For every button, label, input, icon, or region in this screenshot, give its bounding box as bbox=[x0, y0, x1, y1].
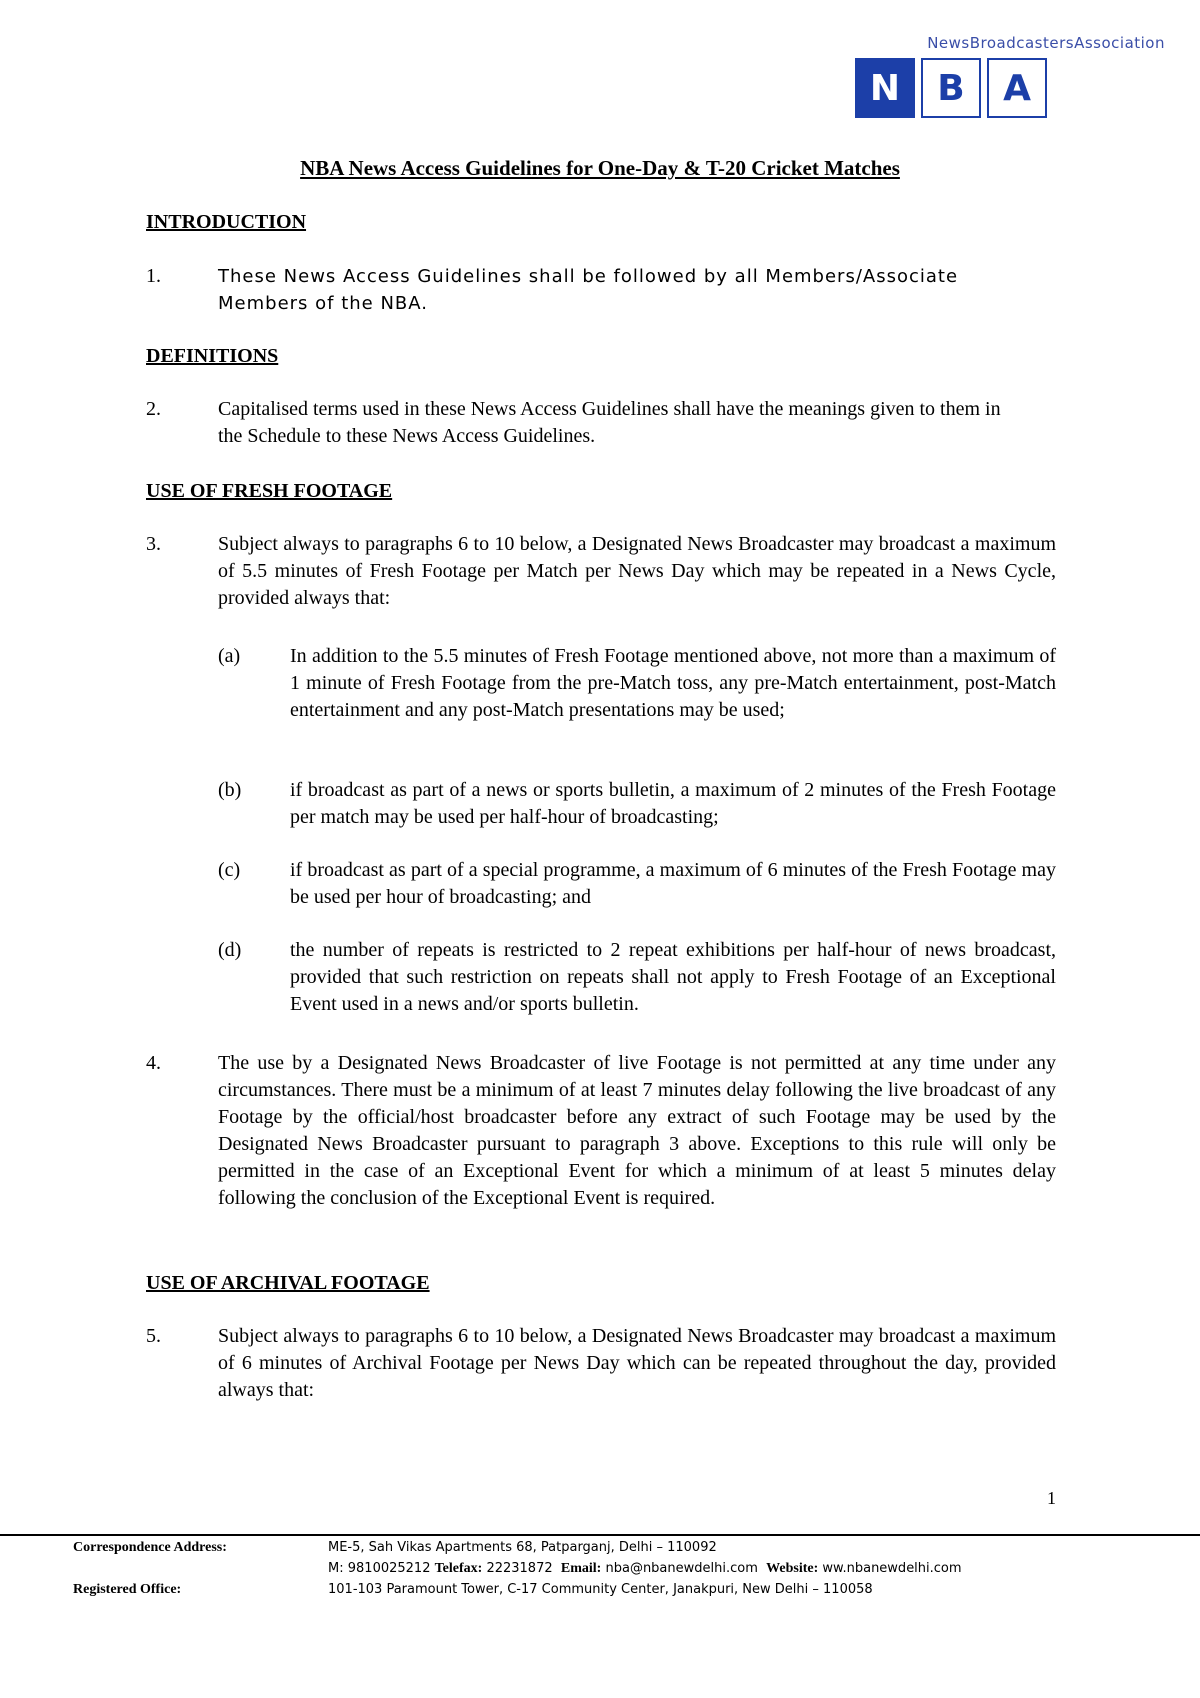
item-label-c: (c) bbox=[218, 859, 241, 881]
logo-letter-boxes bbox=[855, 58, 1047, 118]
item-text-a: In addition to the 5.5 minutes of Fresh Footage mentioned above, not more than a maximum of 1 minute of Fresh Footage from the pre-Match toss, any pre-Match entertainment, post-Match entertainment and any post-Match presentations may be used; bbox=[290, 645, 1056, 721]
item-label-d: (d) bbox=[218, 939, 242, 961]
item-label-a: (a) bbox=[218, 645, 241, 667]
item-label-b: (b) bbox=[218, 779, 242, 801]
email-value[interactable]: nba@nbanewdelhi.com bbox=[605, 1561, 758, 1576]
telefax-value: 22231872 bbox=[486, 1561, 553, 1576]
paragraph-number-5: 5. bbox=[146, 1325, 161, 1347]
logo-association-text: NewsBroadcastersAssociation bbox=[927, 34, 1165, 52]
registered-label: Registered Office: bbox=[73, 1582, 182, 1597]
footer-divider bbox=[0, 1534, 1200, 1536]
website-value[interactable]: ww.nbanewdelhi.com bbox=[822, 1561, 962, 1576]
correspondence-address: ME-5, Sah Vikas Apartments 68, Patparganj, Delhi – 110092 bbox=[328, 1540, 717, 1555]
paragraph-5: Subject always to paragraphs 6 to 10 below, a Designated News Broadcaster may broadcast a maximum of 6 minutes of Archival Footage per News Day which can be repeated throughout the day, provided always that: bbox=[218, 1325, 1056, 1401]
logo-letter-n: N bbox=[855, 58, 915, 118]
paragraph-number-1: 1. bbox=[146, 265, 161, 287]
paragraph-number-4: 4. bbox=[146, 1052, 161, 1074]
nba-logo bbox=[855, 34, 1165, 124]
correspondence-label: Correspondence Address: bbox=[73, 1540, 227, 1555]
paragraph-number-2: 2. bbox=[146, 398, 161, 420]
contact-line bbox=[328, 1561, 962, 1577]
paragraph-2: Capitalised terms used in these News Access Guidelines shall have the meanings given to them in the Schedule to these News Access Guidelines. bbox=[218, 398, 1001, 447]
document-title: NBA News Access Guidelines for One-Day & T-20 Cricket Matches bbox=[300, 156, 900, 180]
page-number: 1 bbox=[1047, 1488, 1056, 1508]
heading-definitions: DEFINITIONS bbox=[146, 345, 279, 367]
item-text-d: the number of repeats is restricted to 2 repeat exhibitions per half-hour of news broadcast, provided that such restriction on repeats shall not apply to Fresh Footage of an Exceptional Event used in a news and/or sports bulletin. bbox=[290, 939, 1056, 1015]
heading-archival-footage: USE OF ARCHIVAL FOOTAGE bbox=[146, 1272, 430, 1294]
item-text-c: if broadcast as part of a special programme, a maximum of 6 minutes of the Fresh Footage may be used per hour of broadcasting; and bbox=[290, 859, 1056, 908]
paragraph-3: Subject always to paragraphs 6 to 10 below, a Designated News Broadcaster may broadcast a maximum of 5.5 minutes of Fresh Footage per Match per News Day which may be repeated in a News Cycle, provided always that: bbox=[218, 533, 1056, 609]
heading-fresh-footage: USE OF FRESH FOOTAGE bbox=[146, 480, 393, 502]
registered-address: 101-103 Paramount Tower, C-17 Community Center, Janakpuri, New Delhi – 110058 bbox=[328, 1582, 873, 1597]
heading-introduction: INTRODUCTION bbox=[146, 211, 307, 233]
paragraph-1: These News Access Guidelines shall be followed by all Members/Associate Members of the NBA. bbox=[218, 266, 959, 314]
paragraph-number-3: 3. bbox=[146, 533, 161, 555]
mobile-label: M: bbox=[328, 1561, 344, 1576]
website-label: Website: bbox=[766, 1561, 819, 1576]
mobile-value: 9810025212 bbox=[347, 1561, 431, 1576]
logo-letter-a: A bbox=[987, 58, 1047, 118]
item-text-b: if broadcast as part of a news or sports bulletin, a maximum of 2 minutes of the Fresh Footage per match may be used per half-hour of broadcasting; bbox=[290, 779, 1056, 828]
telefax-label: Telefax: bbox=[434, 1561, 483, 1576]
paragraph-4: The use by a Designated News Broadcaster of live Footage is not permitted at any time under any circumstances. There must be a minimum of at least 7 minutes delay following the live broadcast of any Footage by the official/host broadcaster before any extract of such Footage may be used by the Designated News Broadcaster pursuant to paragraph 3 above. Exceptions to this rule will only be permitted in the case of an Exceptional Event for which a minimum of at least 5 minutes delay following the conclusion of the Exceptional Event is required. bbox=[218, 1052, 1056, 1209]
email-label: Email: bbox=[560, 1561, 602, 1576]
logo-letter-b: B bbox=[921, 58, 981, 118]
